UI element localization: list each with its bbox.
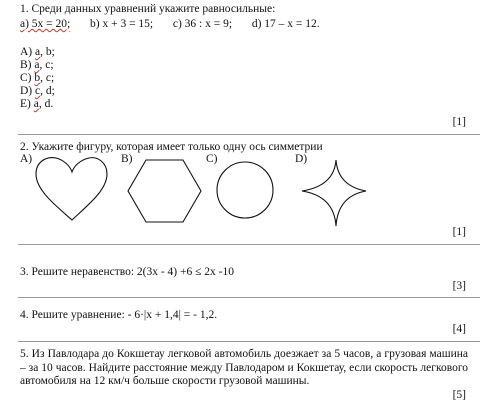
q1-title: 1. Среди данных уравнений укажите равносильные: [20,3,276,15]
q4-score: [4] [452,323,466,335]
circle-shape [217,162,273,218]
q1-eq-d: d) 17 – x = 12. [251,18,320,30]
q2-title: 2. Укажите фигуру, которая имеет только одну ось симметрии [20,141,323,153]
q2-label-d: D) [295,153,308,165]
option-rest: , d. [38,98,54,110]
option-letter: C) [20,72,32,84]
option-letter: B) [20,59,32,71]
option-first: a [34,59,40,71]
option-first: b [34,72,41,84]
heart-shape [36,158,107,220]
q1-score: [1] [452,116,466,128]
q1-eq-a: a) 5x = 20; [20,18,71,30]
q2-label-b: B) [121,153,133,165]
q2-label-c: C) [206,153,218,165]
q4-text: 4. Решите уравнение: - 6·|x + 1,4| = - 1,2. [20,309,218,321]
option-rest: , c; [39,59,54,71]
option-rest: , b; [40,46,55,58]
q5-score: [5] [452,389,466,401]
divider [18,297,480,298]
q3-score: [3] [452,280,466,292]
q3-text: 3. Решите неравенство: 2(3x - 4) +6 ≤ 2x -10 [20,266,235,278]
option-letter: E) [20,98,31,110]
four-point-star-shape [302,160,366,226]
divider [18,244,480,245]
option-rest: , c; [40,72,55,84]
option-first: c [35,85,41,97]
option-letter: D) [20,85,33,97]
divider [18,341,480,342]
option-letter: A) [20,46,33,58]
option-first: a [35,46,41,58]
hexagon-shape [128,160,201,222]
q1-eq-c: c) 36 : x = 9; [172,18,233,30]
option-rest: , d; [40,85,55,97]
q1-eq-b: b) x + 3 = 15; [90,18,154,30]
q2-label-a: A) [20,153,33,165]
option-first: a [33,98,39,110]
q2-score: [1] [452,226,466,238]
q5-text: 5. Из Павлодара до Кокшетау легковой автомобиль доезжает за 5 часов, а грузовая машина – за 10 часов. Найдите расстояние между Павлодаром и Кокшетау, если скорость легкового автомобиля на 12 км/ч больше скорости грузовой машины. [20,348,468,387]
